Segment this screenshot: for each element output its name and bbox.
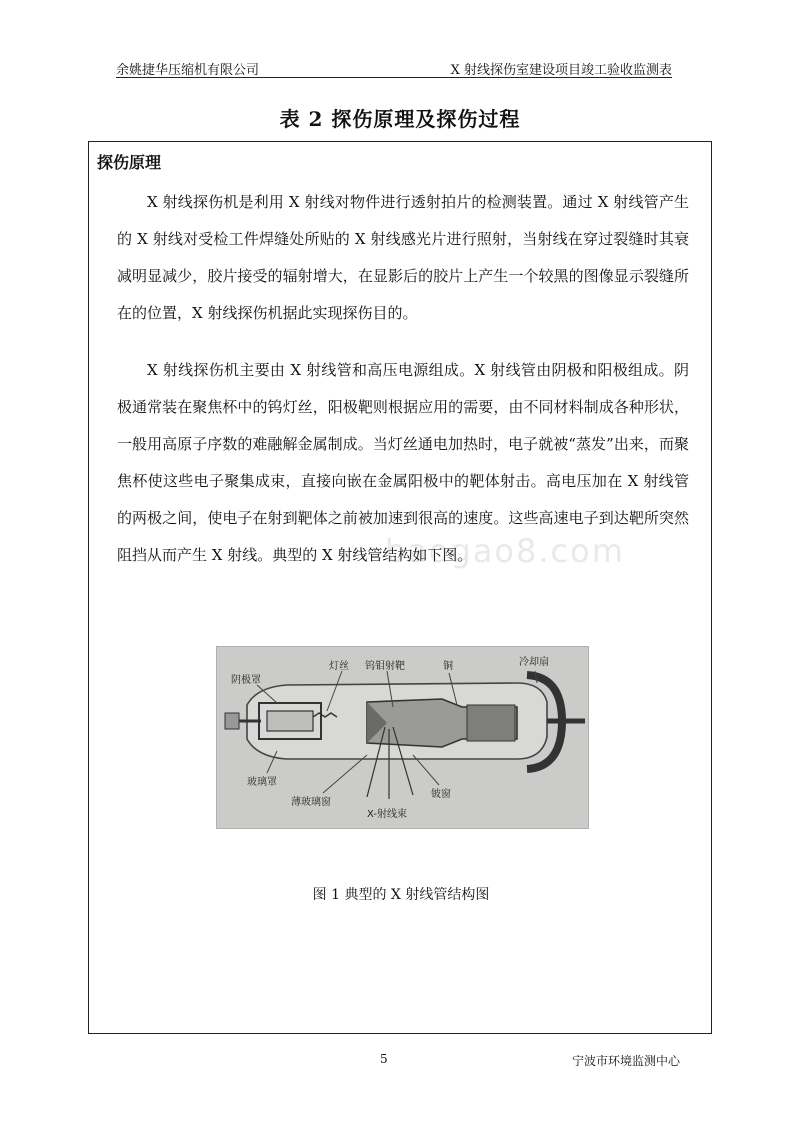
label-beam: X-射线束 bbox=[367, 809, 407, 820]
section-heading: 探伤原理 bbox=[97, 153, 162, 172]
paragraph-principle: X 射线探伤机是利用 X 射线对物件进行透射拍片的检测装置。通过 X 射线管产生的 X 射线对受检工件焊缝处所贴的 X 射线感光片进行照射，当射线在穿过裂缝时其衰减明显减少，胶片接受的辐射增大，在显影后的胶片上产生一个较黑的图像显示裂缝所在的位置，X 射线探伤机据此实现探伤目的。 bbox=[117, 193, 689, 322]
xray-tube-diagram bbox=[217, 647, 588, 828]
table-title: 表 2 探伤原理及探伤过程 bbox=[279, 107, 521, 131]
footer-organization: 宁波市环境监测中心 bbox=[571, 1054, 680, 1068]
label-copper: 铜 bbox=[443, 661, 453, 672]
label-cathode: 阴极罩 bbox=[231, 675, 261, 686]
xray-tube-figure bbox=[216, 646, 589, 829]
label-filament: 灯丝 bbox=[329, 661, 349, 672]
paragraph-structure: X 射线探伤机主要由 X 射线管和高压电源组成。X 射线管由阴极和阳极组成。阴极通常装在聚焦杯中的钨灯丝，阳极靶则根据应用的需要，由不同材料制成各种形状，一般用高原子序数的难融解金属制成。当灯丝通电加热时，电子就被“蒸发”出来，而聚焦杯使这些电子聚集成束，直接向嵌在金属阳极中的靶体射击。高电压加在 X 射线管的两极之间，使电子在射到靶体之前被加速到很高的速度。这些高速电子到达靶所突然阻挡从而产生 X 射线。典型的 X 射线管结构如下图。 bbox=[117, 361, 689, 564]
page-number: 5 bbox=[380, 1052, 388, 1066]
label-glass-shell: 玻璃罩 bbox=[247, 777, 277, 788]
content-box bbox=[88, 141, 712, 1034]
label-cooling: 冷却扇 bbox=[519, 657, 549, 668]
page-header bbox=[116, 57, 672, 78]
figure-caption: 图 1 典型的 X 射线管结构图 bbox=[312, 887, 490, 903]
header-doc-title: X 射线探伤室建设项目竣工验收监测表 bbox=[450, 63, 672, 78]
label-window: 铍窗 bbox=[431, 789, 451, 800]
label-target: 钨钼射靶 bbox=[365, 661, 405, 672]
watermark: baogao8.com bbox=[385, 532, 625, 570]
label-thin-glass: 薄玻璃窗 bbox=[291, 797, 331, 808]
header-company: 余姚捷华压缩机有限公司 bbox=[116, 63, 260, 78]
